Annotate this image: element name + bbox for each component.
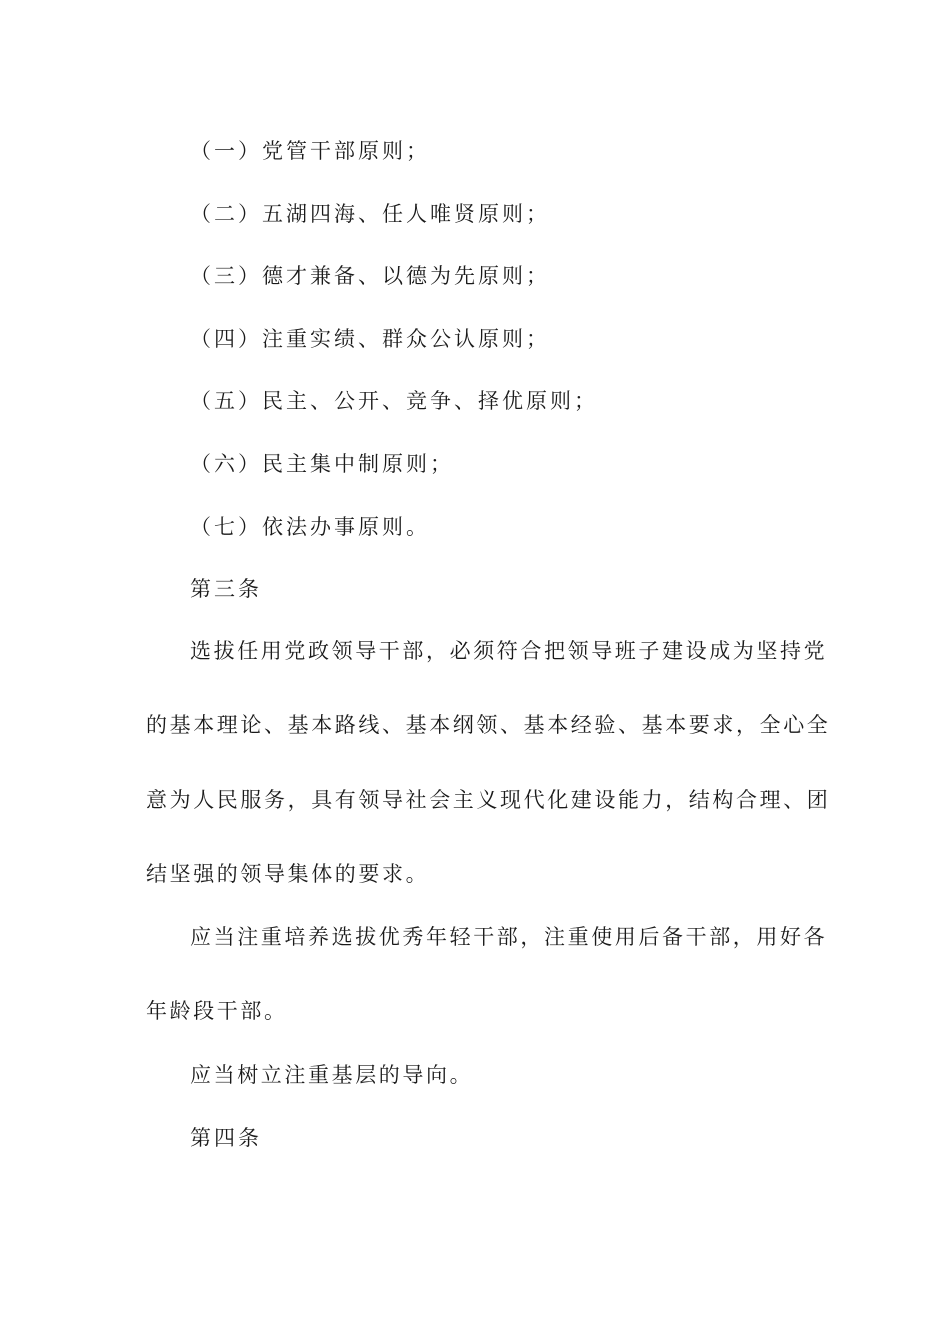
principle-item-2: （二）五湖四海、任人唯贤原则；: [190, 202, 550, 226]
article-3-para-3: 应当树立注重基层的导向。: [190, 1063, 474, 1087]
principle-item-3: （三）德才兼备、以德为先原则；: [190, 264, 550, 288]
article-3-para-1-line-1: 选拔任用党政领导干部，必须符合把领导班子建设成为坚持党: [190, 639, 828, 663]
principle-item-1: （一）党管干部原则；: [190, 139, 430, 163]
principle-item-6: （六）民主集中制原则；: [190, 452, 454, 476]
principle-item-7: （七）依法办事原则。: [190, 515, 430, 539]
principle-item-5: （五）民主、公开、竞争、择优原则；: [190, 389, 598, 413]
article-3-para-1-line-2: 的基本理论、基本路线、基本纲领、基本经验、基本要求，全心全: [146, 713, 831, 737]
principle-item-4: （四）注重实绩、群众公认原则；: [190, 327, 550, 351]
article-3-para-1-line-4: 结坚强的领导集体的要求。: [146, 862, 430, 886]
article-3-para-2-line-2: 年龄段干部。: [146, 999, 288, 1023]
article-3-heading: 第三条: [190, 577, 262, 601]
article-3-para-1-line-3: 意为人民服务，具有领导社会主义现代化建设能力，结构合理、团: [146, 788, 831, 812]
article-3-para-2-line-1: 应当注重培养选拔优秀年轻干部，注重使用后备干部，用好各: [190, 925, 828, 949]
article-4-heading: 第四条: [190, 1126, 262, 1150]
